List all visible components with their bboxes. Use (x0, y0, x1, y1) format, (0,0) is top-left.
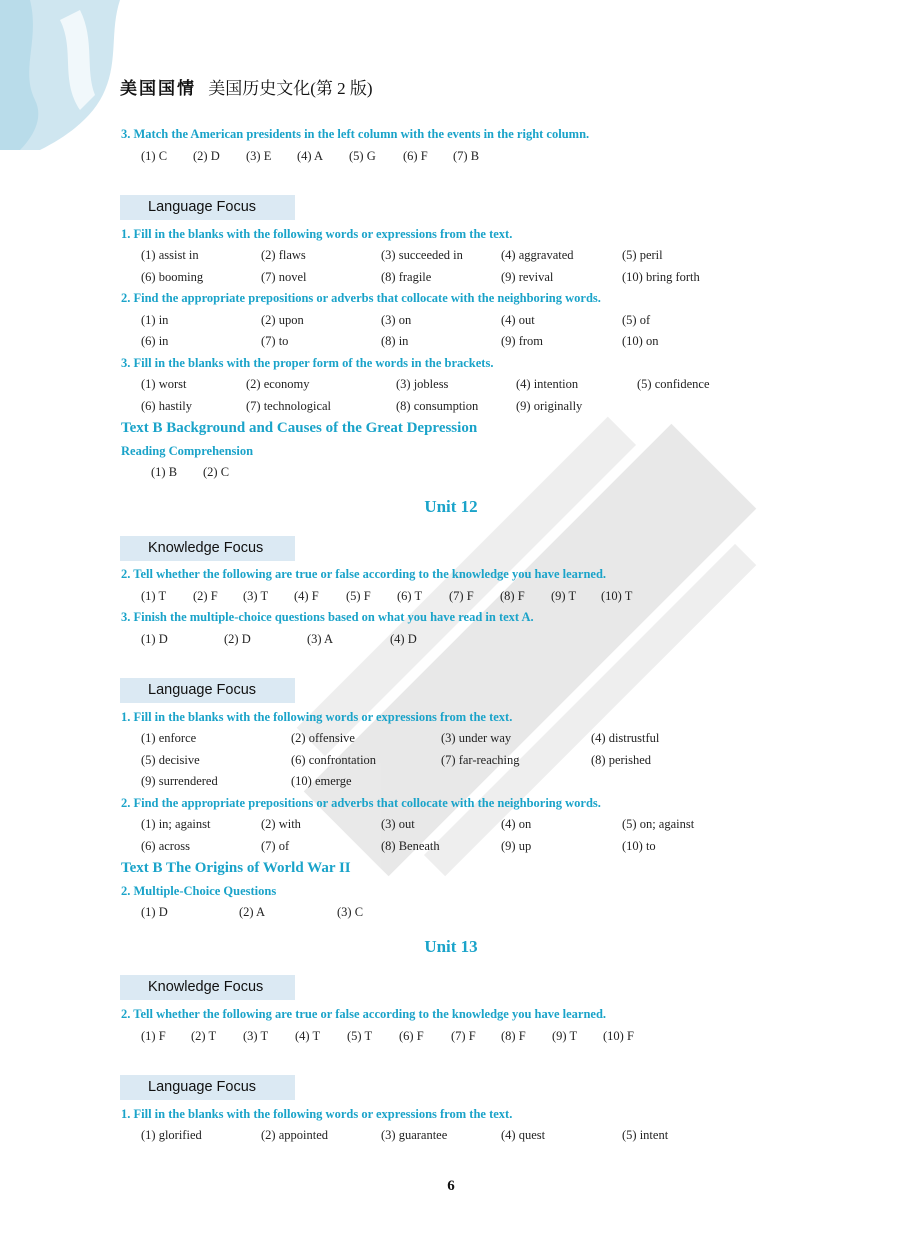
answer-item: (2) C (203, 465, 230, 479)
answer-item: (4) aggravated (501, 248, 574, 262)
answer-item: (3) jobless (396, 377, 449, 391)
answer-item: (7) B (453, 149, 480, 163)
answer-item: (7) far-reaching (441, 753, 520, 767)
question-true-false: 2. Tell whether the following are true or false according to the knowledge you have learned. (121, 567, 607, 581)
page-header (120, 74, 373, 99)
answer-item: (4) T (295, 1029, 321, 1043)
question-true-false: 2. Tell whether the following are true or false according to the knowledge you have learned. (121, 1007, 607, 1021)
answer-item: (5) F (346, 589, 371, 603)
question-fill-blanks: 1. Fill in the blanks with the following words or expressions from the text. (121, 227, 513, 241)
answer-item: (9) originally (516, 399, 583, 413)
answer-item: (8) in (381, 334, 409, 348)
answer-item: (7) F (449, 589, 474, 603)
answer-item: (2) D (193, 149, 220, 163)
answer-item: (7) to (261, 334, 289, 348)
section-tag-language-focus: Language Focus (120, 1075, 295, 1100)
answer-item: (8) fragile (381, 270, 432, 284)
watermark-stamp (250, 290, 810, 1010)
text-b-heading: Text B Background and Causes of the Great Depression (121, 420, 478, 436)
question-proper-form: 3. Fill in the blanks with the proper form of the words in the brackets. (121, 356, 494, 370)
answer-item: (1) in (141, 313, 169, 327)
answer-item: (10) emerge (291, 774, 352, 788)
answer-item: (3) C (337, 905, 364, 919)
answer-item: (5) G (349, 149, 376, 163)
answer-item: (4) out (501, 313, 535, 327)
answer-item: (8) Beneath (381, 839, 440, 853)
answer-item: (3) succeeded in (381, 248, 463, 262)
answer-item: (6) in (141, 334, 169, 348)
answer-item: (2) upon (261, 313, 304, 327)
answer-item: (3) E (246, 149, 272, 163)
answer-item: (1) assist in (141, 248, 199, 262)
answer-item: (3) guarantee (381, 1128, 448, 1142)
question-prepositions: 2. Find the appropriate prepositions or adverbs that collocate with the neighboring words. (121, 796, 601, 810)
answer-item: (2) flaws (261, 248, 306, 262)
answer-item: (6) across (141, 839, 190, 853)
answer-item: (10) bring forth (622, 270, 700, 284)
header-brand: 美国国情 (120, 79, 196, 98)
unit-title: Unit 13 (424, 937, 478, 956)
answer-item: (9) revival (501, 270, 554, 284)
text-b-heading: Text B The Origins of World War II (121, 860, 351, 876)
answer-item: (6) confrontation (291, 753, 377, 767)
answer-item: (5) intent (622, 1128, 669, 1142)
answer-item: (9) T (551, 589, 577, 603)
answer-item: (9) from (501, 334, 543, 348)
answer-item: (3) under way (441, 731, 512, 745)
answer-item: (6) hastily (141, 399, 193, 413)
answer-item: (10) T (601, 589, 633, 603)
answer-item: (6) booming (141, 270, 204, 284)
answer-item: (4) F (294, 589, 319, 603)
answer-item: (10) F (603, 1029, 634, 1043)
answer-item: (5) decisive (141, 753, 200, 767)
page-number: 6 (447, 1178, 455, 1194)
answer-item: (2) economy (246, 377, 310, 391)
answer-item: (10) to (622, 839, 656, 853)
answer-item: (10) on (622, 334, 659, 348)
answer-item: (8) consumption (396, 399, 479, 413)
answer-item: (7) novel (261, 270, 307, 284)
answer-item: (4) D (390, 632, 417, 646)
answer-item: (1) T (141, 589, 167, 603)
answer-item: (2) appointed (261, 1128, 328, 1142)
answer-item: (2) with (261, 817, 301, 831)
answer-item: (1) in; against (141, 817, 211, 831)
answer-item: (3) A (307, 632, 334, 646)
answer-item: (3) T (243, 1029, 269, 1043)
section-tag-knowledge-focus: Knowledge Focus (120, 536, 295, 561)
answer-item: (2) offensive (291, 731, 355, 745)
answer-item: (2) D (224, 632, 251, 646)
subheading-reading-comprehension: Reading Comprehension (121, 444, 254, 458)
question-match-presidents: 3. Match the American presidents in the left column with the events in the right column. (121, 127, 590, 141)
answer-item: (1) D (141, 905, 168, 919)
answer-item: (2) A (239, 905, 266, 919)
answer-item: (4) intention (516, 377, 579, 391)
question-prepositions: 2. Find the appropriate prepositions or adverbs that collocate with the neighboring words. (121, 291, 601, 305)
answer-item: (9) T (552, 1029, 578, 1043)
answer-item: (4) distrustful (591, 731, 660, 745)
section-tag-language-focus: Language Focus (120, 195, 295, 220)
answer-item: (6) T (397, 589, 423, 603)
question-multiple-choice: 3. Finish the multiple-choice questions based on what you have read in text A. (121, 610, 534, 624)
question-fill-blanks: 1. Fill in the blanks with the following words or expressions from the text. (121, 1107, 513, 1121)
answer-item: (5) T (347, 1029, 373, 1043)
question-fill-blanks: 1. Fill in the blanks with the following words or expressions from the text. (121, 710, 513, 724)
answer-item: (7) of (261, 839, 290, 853)
answer-item: (2) T (191, 1029, 217, 1043)
section-tag-language-focus: Language Focus (120, 678, 295, 703)
answer-item: (8) perished (591, 753, 652, 767)
answer-item: (3) on (381, 313, 412, 327)
answer-item: (9) up (501, 839, 532, 853)
answer-item: (2) F (193, 589, 218, 603)
answer-item: (1) enforce (141, 731, 197, 745)
answer-item: (6) F (403, 149, 428, 163)
answer-item: (1) F (141, 1029, 166, 1043)
answer-item: (5) on; against (622, 817, 695, 831)
answer-item: (3) out (381, 817, 415, 831)
answer-item: (6) F (399, 1029, 424, 1043)
answer-item: (8) F (500, 589, 525, 603)
answer-item: (5) confidence (637, 377, 710, 391)
unit-title: Unit 12 (424, 497, 478, 516)
answer-item: (5) peril (622, 248, 663, 262)
answer-item: (1) glorified (141, 1128, 202, 1142)
answer-item: (1) C (141, 149, 168, 163)
subheading-multiple-choice: 2. Multiple-Choice Questions (121, 884, 277, 898)
answer-item: (4) A (297, 149, 324, 163)
answer-item: (4) quest (501, 1128, 546, 1142)
answer-item: (8) F (501, 1029, 526, 1043)
answer-item: (4) on (501, 817, 532, 831)
answer-item: (9) surrendered (141, 774, 218, 788)
answer-item: (7) F (451, 1029, 476, 1043)
section-tag-knowledge-focus: Knowledge Focus (120, 975, 295, 1000)
answer-item: (1) worst (141, 377, 187, 391)
answer-item: (5) of (622, 313, 651, 327)
answer-item: (1) D (141, 632, 168, 646)
answer-item: (3) T (243, 589, 269, 603)
header-title: 美国历史文化(第 2 版) (208, 79, 373, 98)
answer-item: (7) technological (246, 399, 332, 413)
answer-item: (1) B (151, 465, 178, 479)
